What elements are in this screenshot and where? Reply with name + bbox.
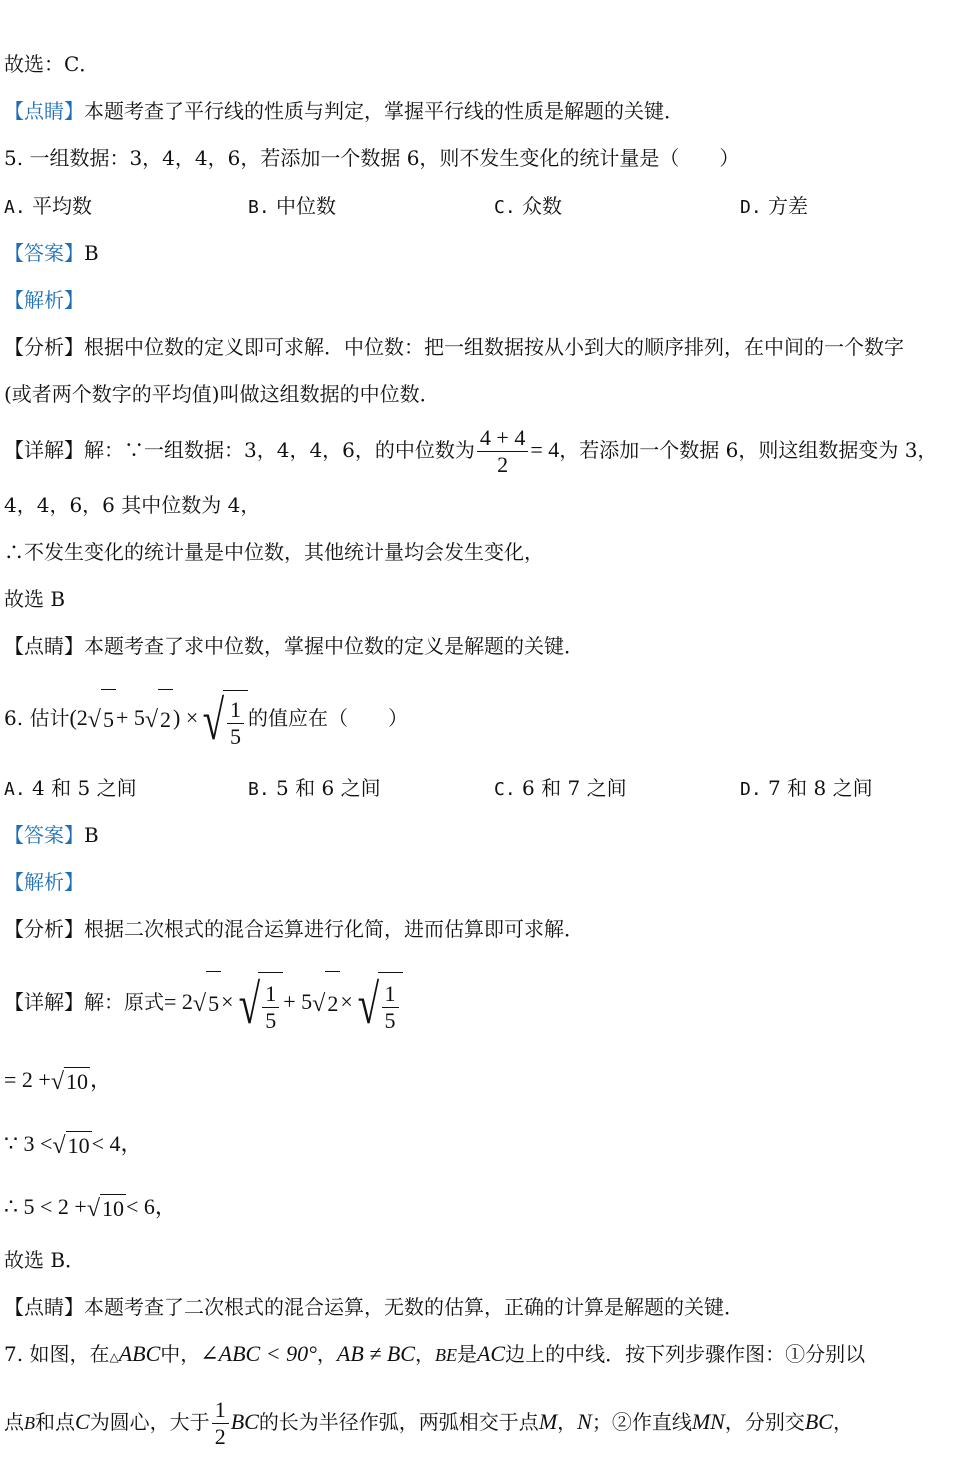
q6-step-2: ∵ 3 <√10< 4， — [4, 1131, 143, 1160]
q6-step-1: = 2 +√10， — [4, 1067, 113, 1096]
q6-option-a: A. 4 和 5 之间 — [4, 776, 137, 800]
q6-analysis-tag: 【解析】 — [4, 870, 84, 894]
q6-answer: 【答案】B — [4, 823, 99, 847]
q5-option-a: A. 平均数 — [4, 194, 93, 218]
fraction: $\frac{4 + 4}{2}$ — [477, 425, 528, 478]
q7-line-2: 点B和点C为圆心，大于 $\frac{1}{2}$ BC的长为半径作弧，两弧相交于点M，N；②作直线MN，分别交BC， — [4, 1397, 853, 1449]
q5-answer: 【答案】B — [4, 241, 99, 265]
dianjing-tag: 【点睛】 — [4, 99, 84, 123]
q5-stem: 5. 一组数据：3，4，4，6，若添加一个数据 6，则不发生变化的统计量是（ ） — [4, 146, 740, 170]
q7-line-1: 7. 如图，在△ABC中，∠ABC < 90°，AB ≠ BC，BE是AC边上的中线．按下列步骤作图：①分别以 — [4, 1341, 866, 1366]
q6-end: 故选 B． — [4, 1248, 86, 1272]
q6-fenxi: 【分析】根据二次根式的混合运算进行化简，进而估算即可求解． — [4, 917, 584, 941]
q6-expression: (2√5+ 5√2) ×√ $\frac{1}{5}$ — [69, 705, 248, 730]
q5-option-d: D. 方差 — [740, 194, 809, 218]
q6-step-3: ∴ 5 < 2 +√10< 6， — [4, 1194, 177, 1223]
q5-fenxi: 【分析】根据中位数的定义即可求解．中位数：把一组数据按从小到大的顺序排列，在中间的一个数字 — [4, 335, 904, 359]
q6-option-b: B. 5 和 6 之间 — [248, 776, 381, 800]
prev-conclusion: 故选：C． — [4, 52, 100, 76]
q5-dianjing: 【点睛】本题考查了求中位数，掌握中位数的定义是解题的关键． — [4, 634, 584, 658]
q5-fenxi-2: (或者两个数字的平均值)叫做这组数据的中位数． — [4, 382, 440, 406]
q5-xj-4: 故选 B — [4, 587, 66, 611]
q5-xj-3: ∴不发生变化的统计量是中位数，其他统计量均会发生变化， — [4, 540, 544, 564]
q5-xj-2: 4，4，6，6 其中位数为 4， — [4, 493, 261, 517]
q6-option-d: D. 7 和 8 之间 — [740, 776, 873, 800]
prev-dianjing — [4, 97, 684, 125]
q6-option-c: C. 6 和 7 之间 — [494, 776, 627, 800]
q6-xiangjie: 【详解】解：原式= 2√5×√ $\frac{1}{5}$ + 5√2×√ $\frac{1}{5}$ — [4, 970, 403, 1037]
q5-xiangjie: 【详解】解：∵一组数据：3，4，4，6，的中位数为 $\frac{4 + 4}{2}$ = 4，若添加一个数据 6，则这组数据变为 3， — [4, 425, 938, 477]
q5-option-b: B. 中位数 — [248, 194, 337, 218]
dianjing-text: 本题考查了平行线的性质与判定，掌握平行线的性质是解题的关键． — [84, 99, 684, 123]
q6-stem: 6. 估计(2√5+ 5√2) ×√ $\frac{1}{5}$ 的值应在（ ） — [4, 689, 409, 752]
q5-analysis-tag: 【解析】 — [4, 288, 84, 312]
answer-tag: 【答案】 — [4, 241, 84, 265]
q6-dianjing: 【点睛】本题考查了二次根式的混合运算，无数的估算，正确的计算是解题的关键． — [4, 1295, 744, 1319]
q5-option-c: C. 众数 — [494, 194, 563, 218]
